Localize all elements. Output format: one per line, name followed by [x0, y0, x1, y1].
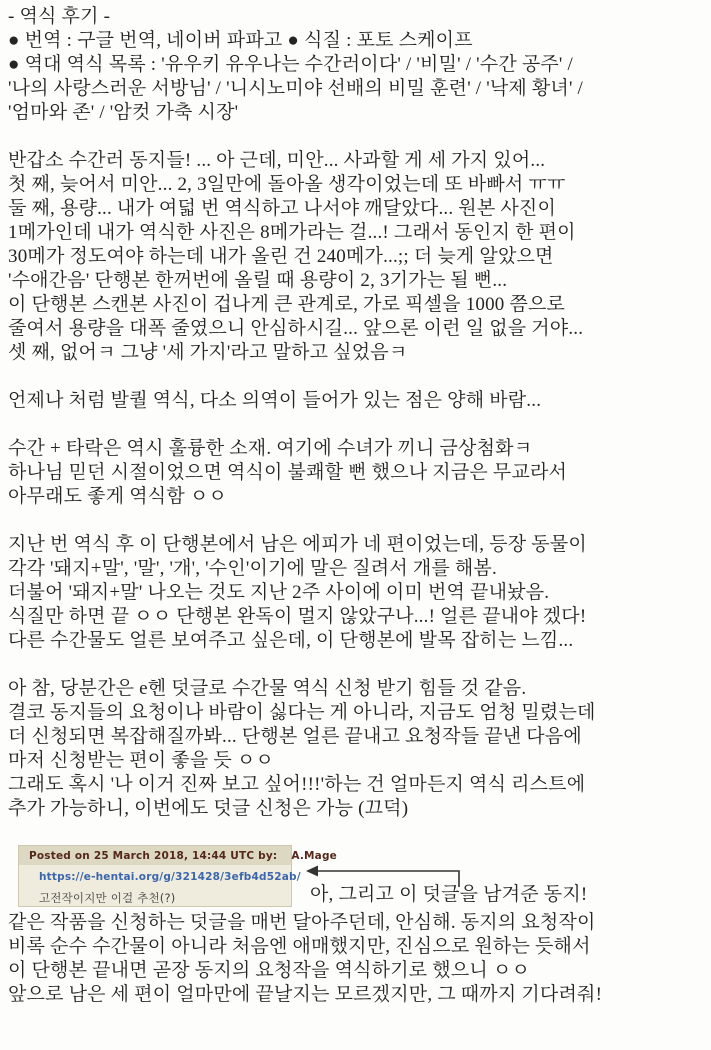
gallery-link[interactable]: https://e-hentai.org/g/321428/3efb4d52ab/ — [39, 871, 301, 883]
text-line: 식질만 하면 끝 ㅇㅇ 단행본 완독이 멀지 않았구나...! 얼른 끝내야 겠다! — [8, 606, 587, 627]
text-line: 비록 순수 수간물이 아니라 처음엔 애매했지만, 진심으로 원하는 듯해서 — [8, 936, 591, 957]
text-line: 아무래도 좋게 역식함 ㅇㅇ — [8, 486, 227, 507]
text-line: 더 신청되면 복잡해질까봐... 단행본 얼른 끝내고 요청작들 끝낸 다음에 — [8, 726, 582, 747]
text-line: 각각 '돼지+말', '말', '개', '수인'이기에 말은 질려서 개를 해봄. — [8, 558, 497, 579]
text-line: 이 단행본 끝내면 곧장 동지의 요청작을 역식하기로 했으니 ㅇㅇ — [8, 960, 531, 981]
text-line: 앞으로 남은 세 편이 얼마만에 끝날지는 모르겠지만, 그 때까지 기다려줘! — [8, 984, 603, 1005]
text-line: 수간 + 타락은 역시 훌륭한 소재. 여기에 수녀가 끼니 금상첨화ㅋ — [8, 438, 533, 459]
callout-line: 아, 그리고 이 덧글을 남겨준 동지! — [310, 884, 588, 905]
paragraph-progress — [8, 533, 705, 653]
text-line: 같은 작품을 신청하는 덧글을 매번 달아주던데, 안심해. 동지의 요청작이 — [8, 912, 596, 933]
text-line: 셋 째, 없어ㅋ 그냥 '세 가지'라고 말하고 싶었음ㅋ — [8, 342, 408, 363]
text-line: 그래도 혹시 '나 이거 진짜 보고 싶어!!!'하는 건 얼마든지 역식 리스트에 — [8, 774, 586, 795]
text-line: 언제나 처럼 발퀄 역식, 다소 의역이 들어가 있는 점은 양해 바람... — [8, 390, 542, 411]
text-line: 더불어 '돼지+말' 나오는 것도 지난 2주 사이에 이미 번역 끝내놨음. — [8, 582, 550, 603]
text-line: 30메가 정도여야 하는데 내가 올린 건 240메가...;; 더 늦게 알았으면 — [8, 246, 554, 267]
paragraph-requests — [8, 677, 705, 821]
text-line: 다른 수간물도 얼른 보여주고 싶은데, 이 단행본에 발목 잡히는 느낌... — [8, 630, 574, 651]
text-line: 마저 신청받는 편이 좋을 듯 ㅇㅇ — [8, 750, 274, 771]
text-line: 첫 째, 늦어서 미안... 2, 3일만에 돌아올 생각이었는데 또 바빠서 ㅠㅠ — [8, 174, 566, 195]
text-line: 1메가인데 내가 역식한 사진은 8메가라는 걸...! 그래서 동인지 한 편이 — [8, 222, 576, 243]
header-block — [8, 5, 705, 125]
text-line: '수애간음' 단행본 한꺼번에 올릴 때 용량이 2, 3기가는 될 뻔... — [8, 270, 508, 291]
text-line: 결코 동지들의 요청이나 바람이 싫다는 게 아니라, 지금도 엄청 밀렸는데 — [8, 702, 596, 723]
text-line: 아 참, 당분간은 e헨 덧글로 수간물 역식 신청 받기 힘들 것 같음. — [8, 678, 527, 699]
text-line: 둘 째, 용량... 내가 여덟 번 역식하고 나서야 깨달았다... 원본 사진이 — [8, 198, 557, 219]
history-line: '나의 사랑스러운 서방님' / '니시노미야 선배의 비밀 훈련' / '낙제 황녀' / — [8, 78, 584, 99]
page-title: - 역식 후기 - — [8, 6, 111, 27]
history-line: '엄마와 존' / '암컷 가축 시장' — [8, 102, 239, 123]
paragraph-subject — [8, 437, 705, 509]
posted-on-label: Posted on 25 March 2018, 14:44 UTC by: — [29, 850, 278, 862]
comment-posted-header — [19, 846, 337, 865]
text-line: 이 단행본 스캔본 사진이 겁나게 큰 관계로, 가로 픽셀을 1000 쯤으로 — [8, 294, 566, 315]
comment-text: 고전작이지만 이걸 추천(?) — [39, 891, 176, 905]
text-line: 반갑소 수간러 동지들! ... 아 근데, 미안... 사과할 게 세 가지 있어... — [8, 150, 546, 171]
history-line: ● 역대 역식 목록 : '유우키 유우나는 수간러이다' / '비밀' / '수간 공주' / — [8, 54, 573, 75]
text-line: 하나님 믿던 시절이었으면 역식이 불쾌할 뻔 했으나 지금은 무교라서 — [8, 462, 568, 483]
paragraph-quality-note — [8, 389, 705, 413]
ehentai-comment-box — [18, 845, 337, 907]
text-line: 추가 가능하니, 이번에도 덧글 신청은 가능 (끄덕) — [8, 798, 409, 819]
text-line: 줄여서 용량을 대폭 줄였으니 안심하시길... 앞으론 이런 일 없을 거야... — [8, 318, 584, 339]
text-line: 지난 번 역식 후 이 단행본에서 남은 에피가 네 편이었는데, 등장 동물이 — [8, 534, 587, 555]
comment-screenshot-row — [8, 845, 705, 911]
paragraph-closing — [8, 911, 705, 1007]
tools-line: ● 번역 : 구글 번역, 네이버 파파고 ● 식질 : 포토 스케이프 — [8, 30, 473, 51]
paragraph-apology — [8, 149, 705, 365]
comment-author: A.Mage — [291, 850, 337, 862]
